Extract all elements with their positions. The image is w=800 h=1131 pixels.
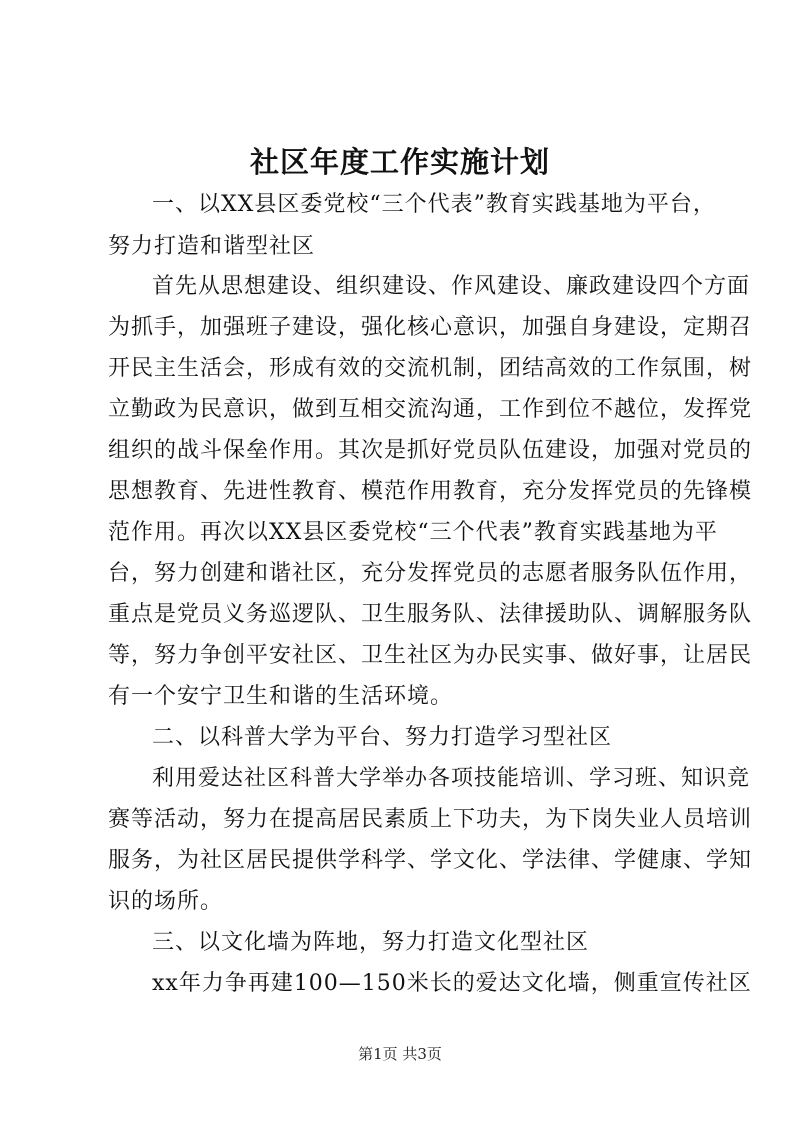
paragraph-line: 思想教育、先进性教育、模范作用教育，充分发挥党员的先锋模 [108,479,753,504]
document-title: 社区年度工作实施计划 [249,145,550,179]
paragraph-line: 利用爱达社区科普大学举办各项技能培训、学习班、知识竞 [152,766,751,791]
paragraph-line: 开民主生活会，形成有效的交流机制，团结高效的工作氛围，树 [108,356,753,381]
section-heading-2: 二、以科普大学为平台、努力打造学习型社区 [152,725,613,750]
paragraph-line: 为抓手，加强班子建设，强化核心意识，加强自身建设，定期召 [108,315,753,340]
paragraph-line: 等，努力争创平安社区、卫生社区为办民实事、做好事，让居民 [108,643,753,668]
paragraph-line: 组织的战斗保垒作用。其次是抓好党员队伍建设，加强对党员的 [108,438,753,463]
paragraph-line: 识的场所。 [108,889,224,914]
section-heading-1-cont: 努力打造和谐型社区 [108,234,316,259]
paragraph-line: 范作用。再次以XX县区委党校“三个代表”教育实践基地为平 [108,520,718,545]
section-heading-1: 一、以XX县区委党校“三个代表”教育实践基地为平台， [152,192,716,217]
paragraph-line: 重点是党员义务巡逻队、卫生服务队、法律援助队、调解服务队 [108,602,753,627]
page-footer: 第1页 共3页 [358,1045,442,1063]
paragraph-line: 有一个安宁卫生和谐的生活环境。 [108,684,454,709]
section-heading-3: 三、以文化墙为阵地，努力打造文化型社区 [152,930,590,955]
paragraph-line: 首先从思想建设、组织建设、作风建设、廉政建设四个方面 [152,274,751,299]
paragraph-line: 服务，为社区居民提供学科学、学文化、学法律、学健康、学知 [108,848,753,873]
paragraph-line: 台，努力创建和谐社区，充分发挥党员的志愿者服务队伍作用， [108,561,753,586]
paragraph-line: 立勤政为民意识，做到互相交流沟通，工作到位不越位，发挥党 [108,397,753,422]
paragraph-line: xx年力争再建100—150米长的爱达文化墙，侧重宣传社区 [152,971,752,996]
paragraph-line: 赛等活动，努力在提高居民素质上下功夫，为下岗失业人员培训 [108,807,753,832]
